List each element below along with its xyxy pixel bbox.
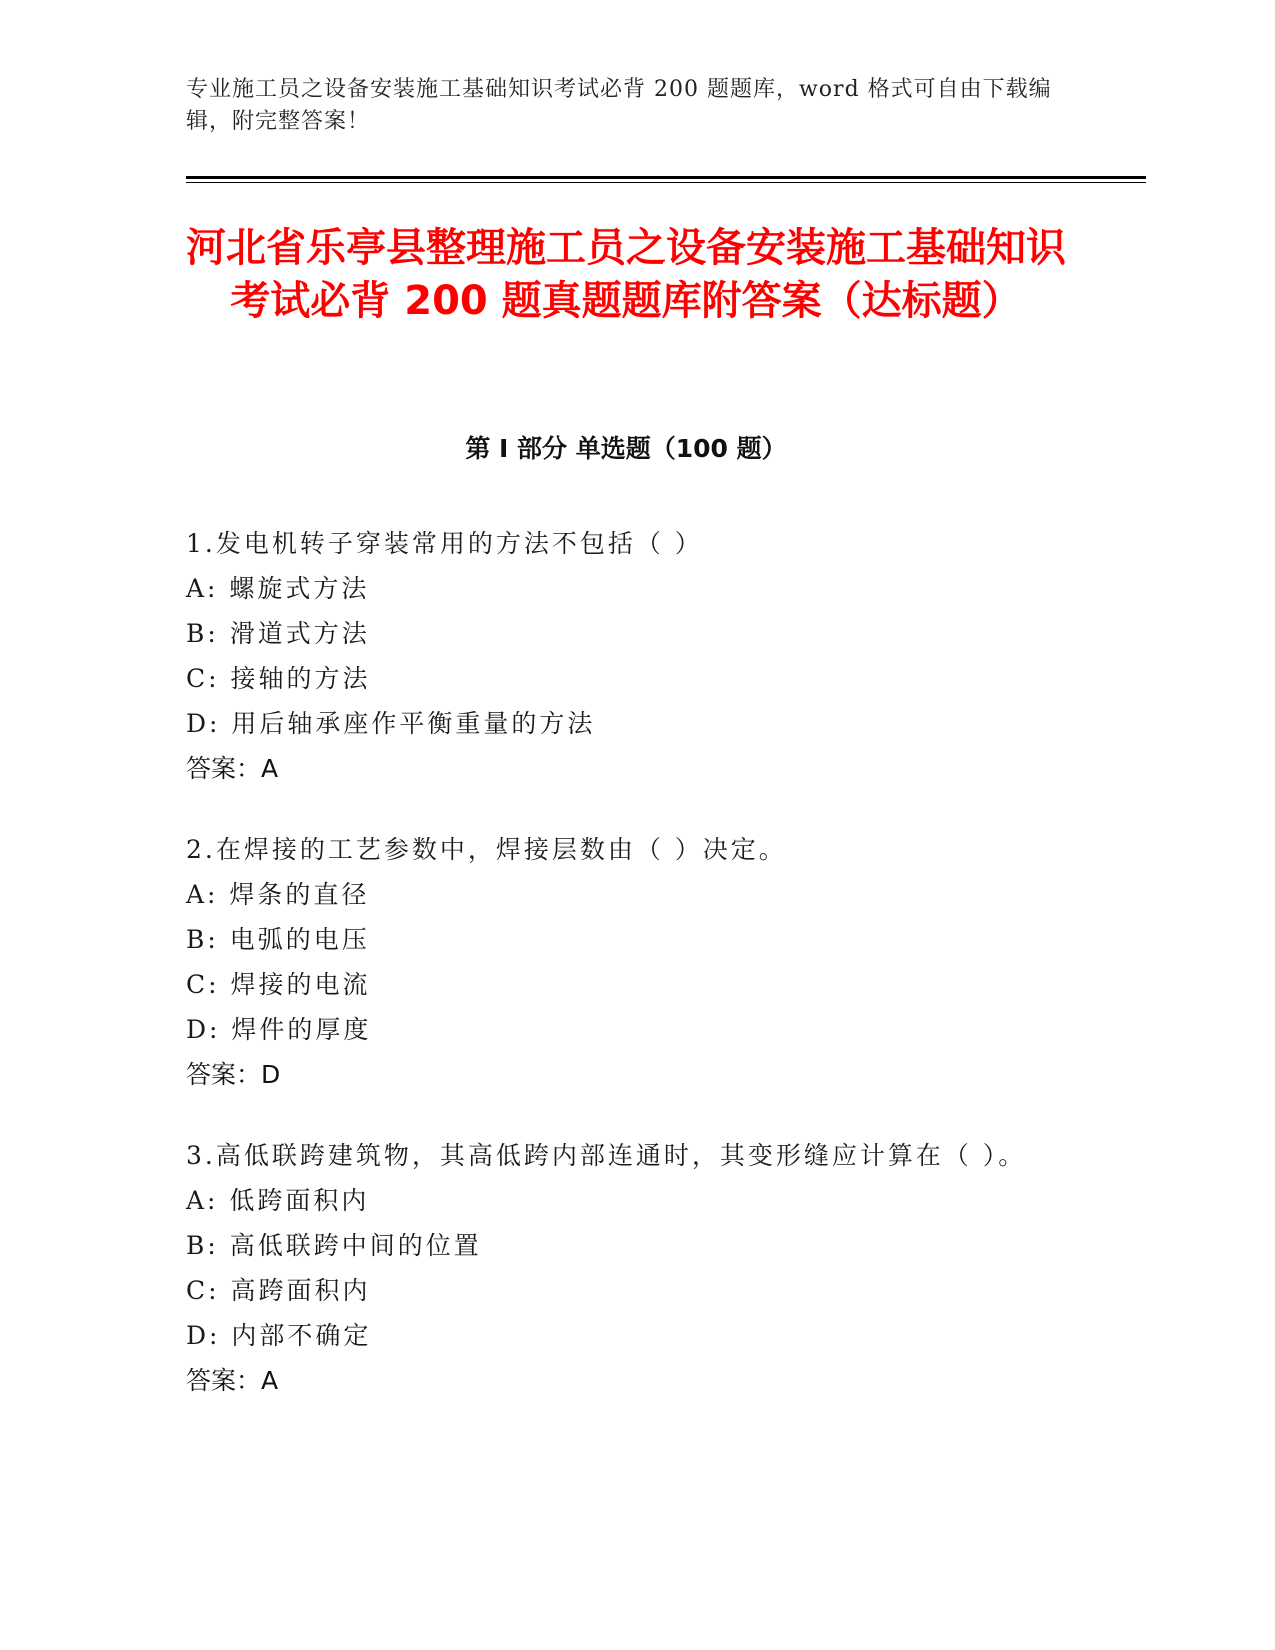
option-c: C: 高跨面积内 — [186, 1276, 371, 1305]
question-item — [186, 1133, 1126, 1403]
answer-line: 答案：A — [186, 754, 279, 783]
question-item — [186, 827, 1126, 1097]
answer-line: 答案：D — [186, 1060, 281, 1089]
option-b: B: 高低联跨中间的位置 — [186, 1231, 482, 1260]
question-stem: 3.高低联跨建筑物，其高低跨内部连通时，其变形缝应计算在（ ）。 — [186, 1141, 1027, 1170]
option-d: D: 内部不确定 — [186, 1321, 372, 1350]
question-item — [186, 521, 1126, 791]
header-rule-thick — [186, 176, 1146, 179]
document-title: 河北省乐亭县整理施工员之设备安装施工基础知识考试必背 200 题真题题库附答案（达标题） — [186, 225, 1066, 324]
option-a: A: 焊条的直径 — [186, 880, 370, 909]
answer-line: 答案：A — [186, 1366, 279, 1395]
option-b: B: 电弧的电压 — [186, 925, 370, 954]
option-d: D: 焊件的厚度 — [186, 1015, 372, 1044]
section-heading: 第 I 部分 单选题（100 题） — [465, 434, 787, 463]
question-stem: 2.在焊接的工艺参数中，焊接层数由（ ）决定。 — [186, 835, 787, 864]
option-b: B: 滑道式方法 — [186, 619, 370, 648]
option-a: A: 螺旋式方法 — [186, 574, 370, 603]
question-list — [186, 521, 1126, 1439]
question-stem: 1.发电机转子穿装常用的方法不包括（ ） — [186, 529, 703, 558]
header-note: 专业施工员之设备安装施工基础知识考试必背 200 题题库，word 格式可自由下载编辑，附完整答案！ — [186, 77, 1052, 134]
option-d: D: 用后轴承座作平衡重量的方法 — [186, 709, 596, 738]
header-rule-thin — [186, 182, 1146, 183]
option-a: A: 低跨面积内 — [186, 1186, 370, 1215]
option-c: C: 焊接的电流 — [186, 970, 371, 999]
option-c: C: 接轴的方法 — [186, 664, 371, 693]
